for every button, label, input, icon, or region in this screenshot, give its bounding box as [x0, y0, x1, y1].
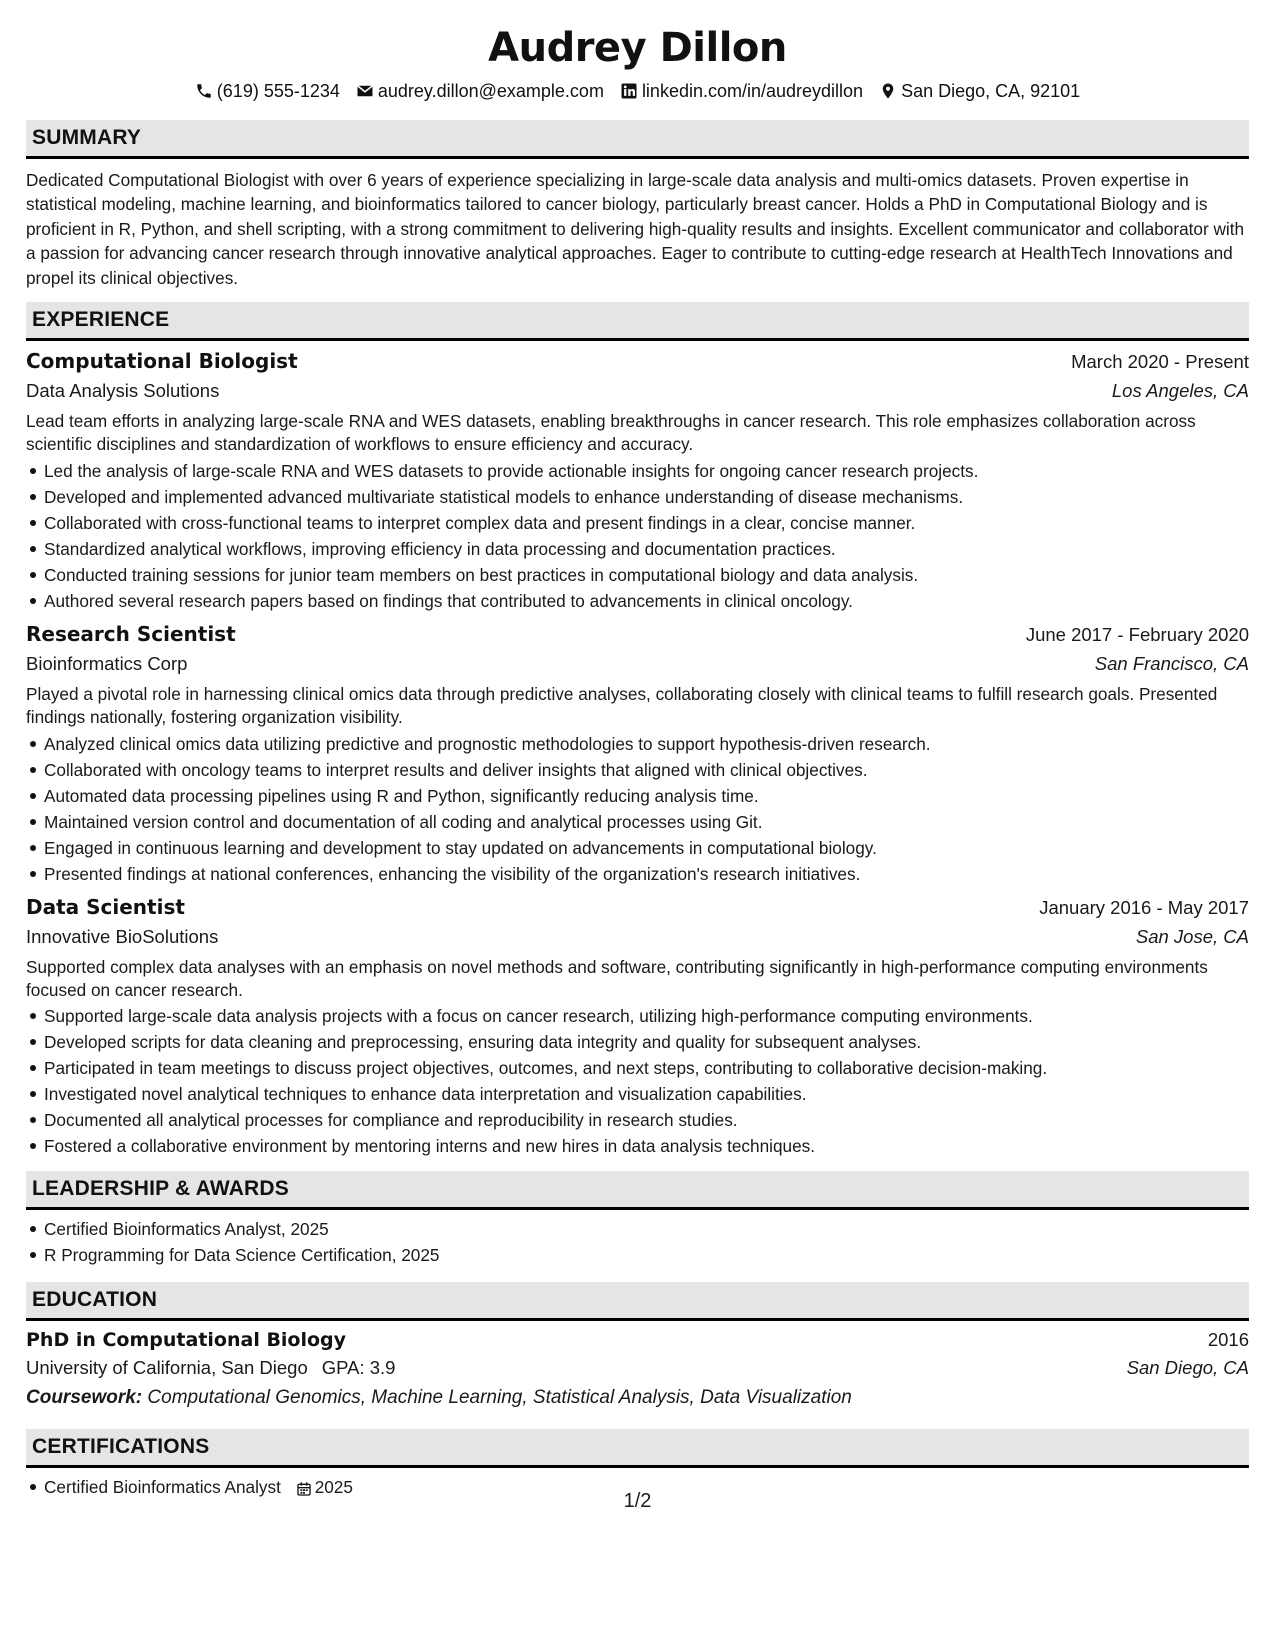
job-bullets [26, 1003, 1249, 1159]
phone-text: (619) 555-1234 [216, 80, 340, 101]
list-item: Authored several research papers based on findings that contributed to advancements in clinical oncology. [26, 588, 1249, 614]
job-dates: June 2017 - February 2020 [1025, 623, 1249, 645]
experience-heading: EXPERIENCE [26, 302, 1249, 341]
list-item: Presented findings at national conferences, enhancing the visibility of the organization's research initiatives. [26, 861, 1249, 887]
list-item: Documented all analytical processes for compliance and reproducibility in research studies. [26, 1107, 1249, 1133]
list-item: Investigated novel analytical techniques to enhance data interpretation and visualization capabilities. [26, 1081, 1249, 1107]
job-location: Los Angeles, CA [1111, 380, 1249, 402]
resume-page [26, 0, 1249, 1650]
list-item: Analyzed clinical omics data utilizing predictive and prognostic methodologies to support hypothesis-driven research. [26, 731, 1249, 757]
job-description: Played a pivotal role in harnessing clinical omics data through predictive analyses, collaborating closely with clinical teams to fulfill research goals. Presented findings nationally, fostering organization visibility. [26, 683, 1218, 728]
job-title: Data Scientist [26, 894, 185, 919]
job-bullets [26, 458, 1249, 614]
job-description: Supported complex data analyses with an emphasis on novel methods and software, contributing significantly in high-performance computing environments focused on cancer research. [26, 956, 1208, 1001]
linkedin-text: linkedin.com/in/audreydillon [641, 80, 864, 101]
list-item: Led the analysis of large-scale RNA and WES datasets to provide actionable insights for ongoing cancer research projects. [26, 458, 1249, 484]
candidate-name: Audrey Dillon [488, 25, 787, 71]
list-item: Collaborated with oncology teams to interpret results and deliver insights that aligned with clinical objectives. [26, 757, 1249, 783]
school-name: University of California, San Diego [26, 1357, 308, 1379]
list-item: Engaged in continuous learning and development to stay updated on advancements in computational biology. [26, 835, 1249, 861]
linkedin-icon [620, 82, 638, 100]
list-item: Certified Bioinformatics Analyst, 2025 [26, 1216, 1249, 1242]
page-number: 1/2 [623, 1490, 652, 1512]
certification-name: Certified Bioinformatics Analyst [44, 1477, 281, 1498]
job-company: Bioinformatics Corp [26, 652, 188, 674]
job-bullets [26, 731, 1249, 887]
job-dates: January 2016 - May 2017 [1039, 896, 1249, 918]
gpa: GPA: 3.9 [321, 1357, 396, 1379]
location-text: San Diego, CA, 92101 [901, 80, 1081, 101]
coursework-label: Coursework: [26, 1387, 143, 1409]
list-item: Conducted training sessions for junior team members on best practices in computational biology and data analysis. [26, 562, 1249, 588]
degree-title: PhD in Computational Biology [26, 1329, 347, 1352]
leadership-list [26, 1216, 1249, 1268]
job-dates: March 2020 - Present [1071, 351, 1249, 373]
job-title: Computational Biologist [26, 349, 298, 374]
summary-text: Dedicated Computational Biologist with over 6 years of experience specializing in large-scale data analysis and multi-omics datasets. Proven expertise in statistical modeling, machine learning, and bioinformatics tailored to cancer biology, particularly breast cancer. Holds a PhD in Computational Biology and is proficient in R, Python, and shell scripting, with a strong commitment to delivering high-quality results and insights. Excellent communicator and collaborator with a passion for advancing cancer research through innovative analytical approaches. Eager to contribute to cutting-edge research at HealthTech Innovations and propel its clinical objectives. [26, 170, 1245, 288]
contact-location [879, 81, 1080, 102]
job-company: Data Analysis Solutions [26, 380, 220, 402]
certifications-heading: CERTIFICATIONS [26, 1429, 1249, 1468]
list-item: Participated in team meetings to discuss project objectives, outcomes, and next steps, contributing to collaborative decision-making. [26, 1055, 1249, 1081]
list-item: Developed scripts for data cleaning and preprocessing, ensuring data integrity and quality for subsequent analyses. [26, 1029, 1249, 1055]
coursework-list: Computational Genomics, Machine Learning, Statistical Analysis, Data Visualization [147, 1387, 852, 1409]
list-item: Standardized analytical workflows, improving efficiency in data processing and documentation practices. [26, 536, 1249, 562]
job-company: Innovative BioSolutions [26, 925, 219, 947]
education-entry [26, 1329, 1249, 1409]
list-item: Developed and implemented advanced multivariate statistical models to enhance understanding of disease mechanisms. [26, 484, 1249, 510]
leadership-heading: LEADERSHIP & AWARDS [26, 1171, 1249, 1210]
job-entry [26, 895, 1249, 1160]
degree-year: 2016 [1207, 1329, 1249, 1351]
phone-icon [195, 82, 213, 100]
education-heading: EDUCATION [26, 1282, 1249, 1321]
list-item: Maintained version control and documentation of all coding and analytical processes using Git. [26, 809, 1249, 835]
job-title: Research Scientist [26, 621, 236, 646]
job-location: San Francisco, CA [1094, 652, 1249, 674]
coursework [26, 1387, 1249, 1409]
contact-bar [26, 78, 1249, 104]
job-location: San Jose, CA [1135, 925, 1249, 947]
list-item: Fostered a collaborative environment by mentoring interns and new hires in data analysis techniques. [26, 1133, 1249, 1159]
envelope-icon [356, 82, 374, 100]
list-item: Supported large-scale data analysis projects with a focus on cancer research, utilizing high-performance computing environments. [26, 1003, 1249, 1029]
email-text: audrey.dillon@example.com [377, 80, 604, 101]
job-entry [26, 622, 1249, 887]
job-description: Lead team efforts in analyzing large-scale RNA and WES datasets, enabling breakthroughs in cancer research. This role emphasizes collaboration across scientific disciplines and standardization of workflows to ensure efficiency and accuracy. [26, 411, 1196, 455]
contact-linkedin[interactable] [620, 81, 863, 102]
list-item: Automated data processing pipelines using R and Python, significantly reducing analysis time. [26, 783, 1249, 809]
map-pin-icon [879, 82, 897, 100]
list-item: R Programming for Data Science Certification, 2025 [26, 1242, 1249, 1268]
summary-heading: SUMMARY [26, 120, 1249, 159]
certification-year: 2025 [314, 1477, 353, 1498]
list-item: Collaborated with cross-functional teams to interpret complex data and present findings in a clear, concise manner. [26, 510, 1249, 536]
contact-email[interactable] [356, 81, 604, 102]
school-location: San Diego, CA [1126, 1357, 1249, 1379]
job-entry [26, 349, 1249, 614]
contact-phone[interactable] [195, 81, 340, 102]
